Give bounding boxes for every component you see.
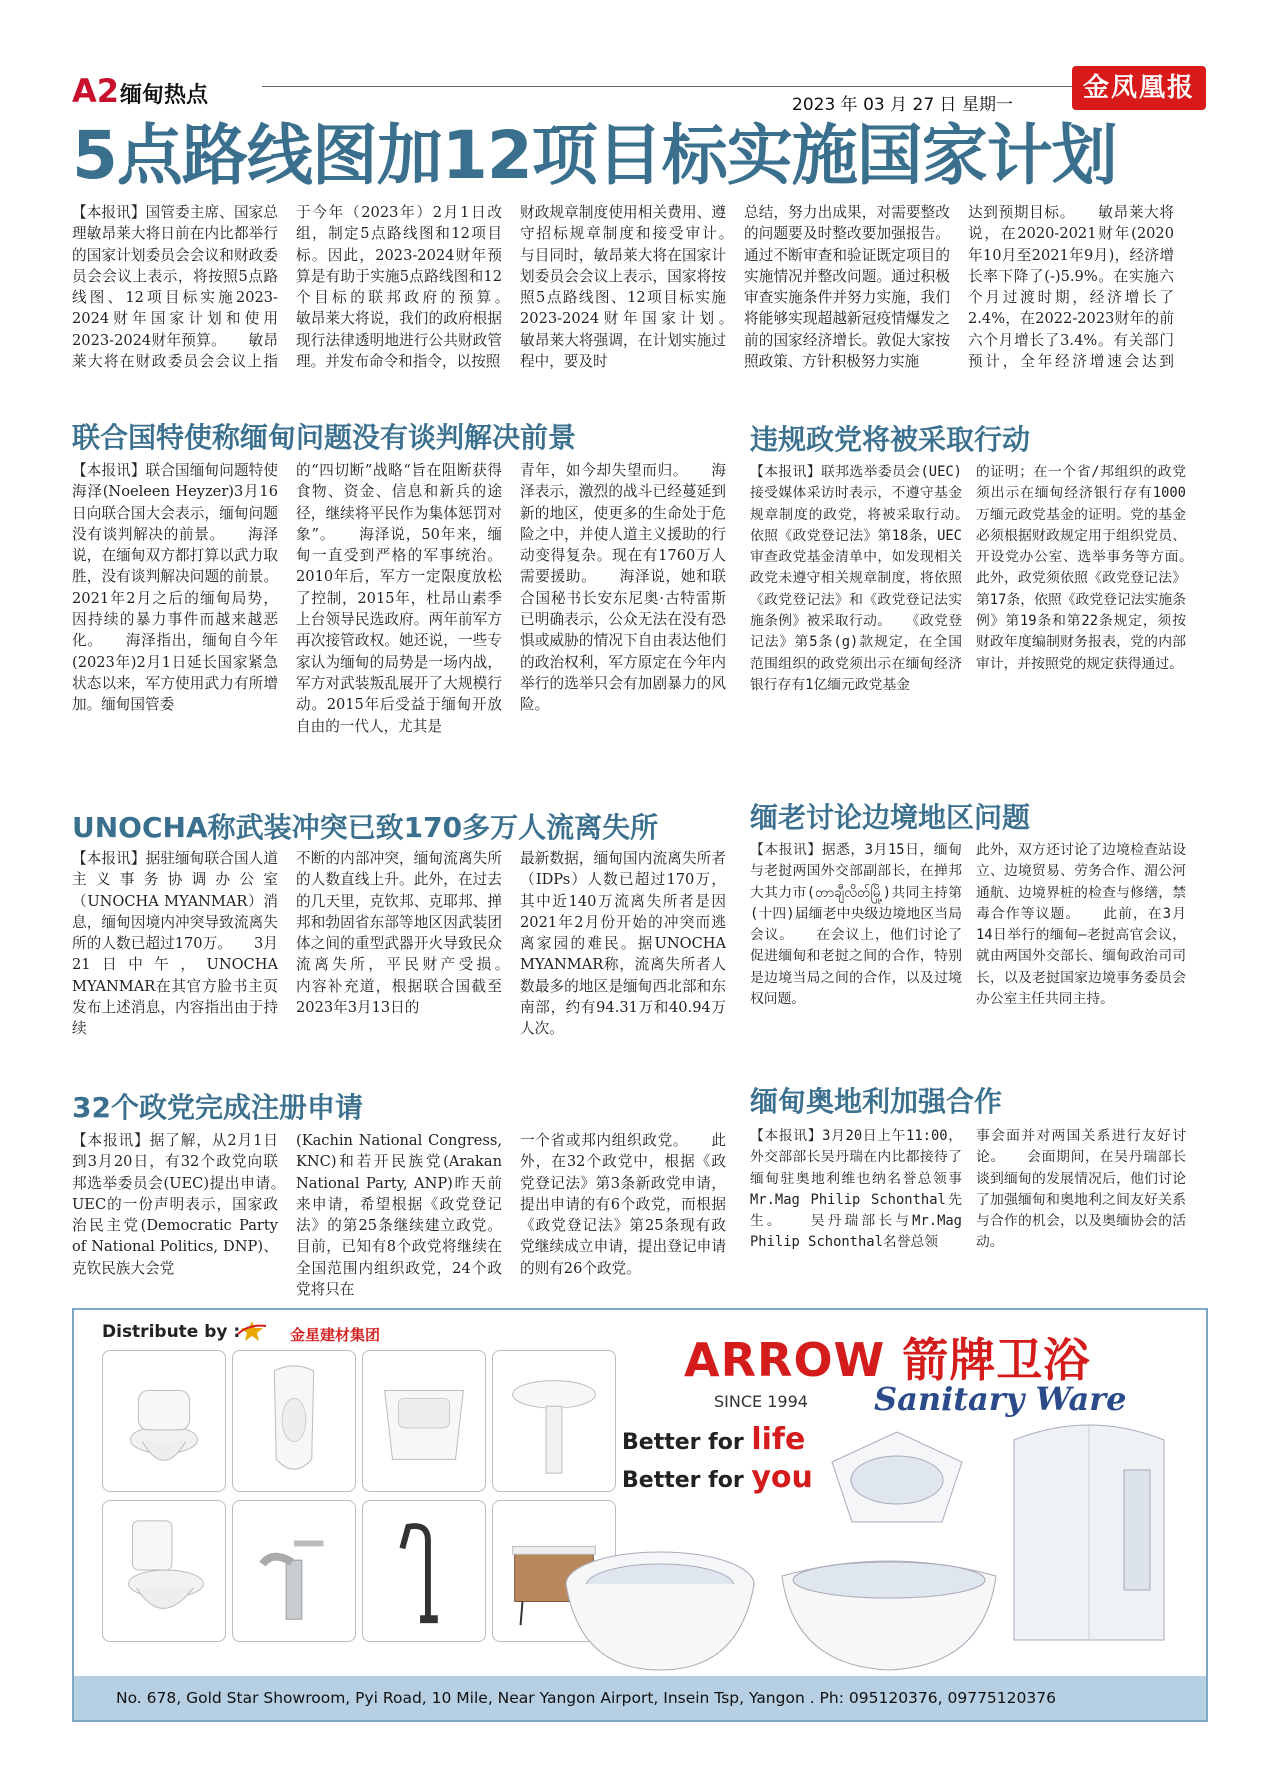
main-headline: 5点路线图加12项目标实施国家计划 xyxy=(72,117,1117,194)
article7-col2: 事会面并对两国关系进行友好讨论。 会面期间，在吴丹瑞部长谈到缅甸的发展情况后，他们讨论了加强缅甸和奥地利之间友好关系与合作的机会，以及奥缅协会的活动。 xyxy=(976,1128,1186,1251)
article7-headline: 缅甸奥地利加强合作 xyxy=(750,1085,1003,1118)
article3-headline: 违规政党将被采取行动 xyxy=(750,423,1031,456)
arrow-advertisement[interactable] xyxy=(72,1308,1208,1722)
article1-col5: 达到预期目标。 敏昂莱大将说，在2020-2021财年(2020年10月至2021年9月)，经济增长率下降了(-)5.9%。在实施六个月过渡时期，经济增长了2.4%，在2022-2023财年的前六个月增长了3.4%。有关部门预计，全年经济增速会达到 xyxy=(968,204,1174,370)
issue-date: 2023 年 03 月 27 日 星期一 xyxy=(792,95,1013,115)
article2-headline: 联合国特使称缅甸问题没有谈判解决前景 xyxy=(72,421,577,454)
since-label: SINCE 1994 xyxy=(714,1392,808,1411)
distributor-name: 金星建材集团 xyxy=(290,1326,381,1344)
slogan-line-1: Better for life xyxy=(622,1422,806,1457)
article5-headline: 缅老讨论边境地区问题 xyxy=(750,801,1031,834)
corner-bathtub-image xyxy=(822,1422,972,1532)
article6-col1: 【本报讯】据了解，从2月1日到3月20日，有32个政党向联邦选举委员会(UEC)提出申请。 UEC的一份声明表示，国家政治民主党(Democratic Party of National Politics, DNP)、克钦民族大会党 xyxy=(72,1132,278,1277)
header-rule xyxy=(262,86,1122,87)
brand-tagline: Sanitary Ware xyxy=(874,1380,1127,1418)
showroom-address: No. 678, Gold Star Showroom, Pyi Road, 10 Mile, Near Yangon Airport, Insein Tsp, Yangon . Ph: 095120376, 09775120376 xyxy=(74,1676,1206,1720)
article6-headline: 32个政党完成注册申请 xyxy=(72,1091,363,1124)
article3-col1: 【本报讯】联邦选举委员会(UEC)接受媒体采访时表示，不遵守基金规章制度的政党，将被采取行动。 依照《政党登记法》第18条，UEC审查政党基金清单中，如发现相关政党未遵守相关规章制度，将依照《政党登记法》和《政党登记法实施条例》被采取行动。 《政党登记法》第5条(g)款规定，在全国范围组织的政党须出示在缅甸经济银行存有1亿缅元政党基金 xyxy=(750,464,962,693)
article2-col2: 的“四切断”战略“旨在阻断获得食物、资金、信息和新兵的途径，继续将平民作为集体惩罚对象”。 海泽说，50年来，缅甸一直受到严格的军事统治。2010年后，军方一定限度放松了控制，2015年，杜昂山素季上台领导民选政府。两年前军方再次接管政权。她还说，一些专家认为缅甸的局势是一场内战，军方对武装叛乱展开了大规模行动。2015年后受益于缅甸开放自由的一代人，尤其是 xyxy=(296,462,502,735)
article4-col2: 不断的内部冲突，缅甸流离失所的人数直线上升。此外，在过去的几天里，克钦邦、克耶邦、掸邦和勃固省东部等地区因武装团体之间的重型武器开火导致民众流离失所，平民财产受损。 内容补充道，根据联合国截至2023年3月13日的 xyxy=(296,850,502,1017)
article2-col3: 青年，如今却失望而归。 海泽表示，激烈的战斗已经蔓延到新的地区，使更多的生命处于危险之中，并使人道主义援助的行动变得复杂。现在有1760万人需要援助。 海泽说，她和联合国秘书长安东尼奥·古特雷斯已明确表示，公众无法在没有恐惧或威胁的情况下自由表达他们的政治权利，军方原定在今年内举行的选举只会有加剧暴力的风险。 xyxy=(520,462,726,714)
round-whirlpool-tub-image xyxy=(560,1544,760,1674)
freestanding-bathtub-image xyxy=(774,1546,1004,1676)
article7-col1: 【本报讯】3月20日上午11:00，外交部部长吴丹瑞在内比都接待了缅甸驻奥地利维也纳名誉总领事Mr.Mag Philip Schonthal先生。 吴丹瑞部长与Mr.Mag Philip Schonthal名誉总领 xyxy=(750,1128,962,1251)
page-header xyxy=(72,72,1208,114)
faucet-product-image xyxy=(232,1500,356,1642)
article4-col3: 最新数据，缅甸国内流离失所者（IDPs）人数已超过170万，其中近140万流离失所者是因2021年2月份开始的冲突而逃离家园的难民。据UNOCHA MYANMAR称，流离失所者人数最多的地区是缅甸西北部和东南部，约有94.31万和40.94万人次。 xyxy=(520,850,726,1038)
article2-col1: 【本报讯】联合国缅甸问题特使海泽(Noeleen Heyzer)3月16日向联合国大会表示，缅甸问题没有谈判解决的前景。 海泽说，在缅甸双方都打算以武力取胜，没有谈判解决问题的前景。2021年2月之后的缅甸局势，因持续的暴力事件而越来越恶化。 海泽指出，缅甸自今年(2023年)2月1日延长国家紧急状态以来，军方使用武力有所增加。缅甸国管委 xyxy=(72,462,278,714)
article5-col1: 【本报讯】据悉，3月15日，缅甸与老挝两国外交部副部长，在掸邦大其力市(တာချီလိတ်မြို့)共同主持第(十四)届缅老中央级边境地区当局会议。 在会议上，他们讨论了促进缅甸和老挝之间的合作，特别是边境当局之间的合作，以及过境权问题。 xyxy=(750,842,962,1008)
distribute-label: Distribute by : xyxy=(102,1322,241,1342)
article4-col1: 【本报讯】据驻缅甸联合国人道主义事务协调办公室（UNOCHA MYANMAR）消息，缅甸因境内冲突导致流离失所的人数已超过170万。 3月21日中午，UNOCHA MYANMAR在其官方脸书主页发布上述消息，内容指出由于持续 xyxy=(72,850,278,1038)
article5-col2: 此外，双方还讨论了边境检查站设立、边境贸易、劳务合作、湄公河通航、边境界桩的检查与修缮，禁毒合作等议题。 此前，在3月14日举行的缅甸—老挝高官会议，就由两国外交部长、缅甸政治司司长，以及老挝国家边境事务委员会办公室主任共同主持。 xyxy=(976,842,1186,1008)
article1-col3: 财政规章制度使用相关费用、遵守招标规章制度和接受审计。 与目同时，敏昂莱大将在国家计划委员会会议上表示，国家将按照5点路线图、12项目标实施2023-2024财年国家计划。 敏昂莱大将强调，在计划实施过程中，要及时 xyxy=(520,204,726,370)
toilet-product-image xyxy=(102,1350,226,1492)
article6-col2: (Kachin National Congress, KNC)和若开民族党(Arakan National Party, ANP)昨天前来申请，希望根据《政党登记法》的第25条继续建立政党。目前，已知有8个政党将继续在全国范围内组织政党，24个政党将只在 xyxy=(296,1132,502,1298)
article1-col1: 【本报讯】国管委主席、国家总理敏昂莱大将日前在内比都举行的国家计划委员会会议和财政委员会会议上表示，将按照5点路线图、12项目标实施2023-2024财年国家计划和使用2023-2024财年预算。 敏昂莱大将在财政委员会会议上指 xyxy=(72,204,278,370)
gold-star-logo-icon xyxy=(236,1320,268,1342)
newspaper-logo: 金凤凰报 xyxy=(1072,66,1206,110)
page-number: A2 xyxy=(72,72,120,110)
urinal-product-image xyxy=(232,1350,356,1492)
mop-sink-product-image xyxy=(362,1350,486,1492)
article4-headline: UNOCHA称武装冲突已致170多万人流离失所 xyxy=(72,811,659,844)
kitchen-faucet-product-image xyxy=(362,1500,486,1642)
pedestal-basin-product-image xyxy=(492,1350,616,1492)
article1-col2: 于今年（2023年）2月1日改组，制定5点路线图和12项目标。因此，2023-2024财年预算是有助于实施5点路线图和12个目标的联邦政府的预算。 敏昂莱大将说，我们的政府根据现行法律透明地进行公共财政管理。并发布命令和指令，以按照 xyxy=(296,204,502,370)
slogan-line-2: Better for you xyxy=(622,1460,813,1495)
one-piece-toilet-product-image xyxy=(102,1500,226,1642)
section-name: 缅甸热点 xyxy=(120,83,209,108)
article6-col3: 一个省或邦内组织政党。 此外，在32个政党中，根据《政党登记法》第3条新政党申请，提出申请的有6个政党，而根据《政党登记法》第25条现有政党继续成立申请，提出登记申请的则有26个政党。 xyxy=(520,1132,726,1277)
article3-col2: 的证明；在一个省/邦组织的政党须出示在缅甸经济银行存有1000万缅元政党基金的证明。党的基金必须根据财政规定用于组织党员、开设党办公室、选举事务等方面。 此外，政党须依照《政党登记法》第17条，依照《政党登记法实施条例》第19条和第22条规定，须按财政年度编制财务报表，党的内部审计，并按照党的规定获得通过。 xyxy=(976,464,1186,672)
article1-col4: 总结，努力出成果，对需要整改的问题要及时整改要加强报告。通过不断审查和验证既定项目的实施情况并整改问题。通过积极审查实施条件并努力实施，我们将能够实现超越新冠疫情爆发之前的国家经济增长。敦促大家按照政策、方针积极努力实施 xyxy=(744,204,950,370)
brand-name: ARROW 箭牌卫浴 xyxy=(684,1333,1091,1387)
shower-room-image xyxy=(994,1410,1184,1660)
